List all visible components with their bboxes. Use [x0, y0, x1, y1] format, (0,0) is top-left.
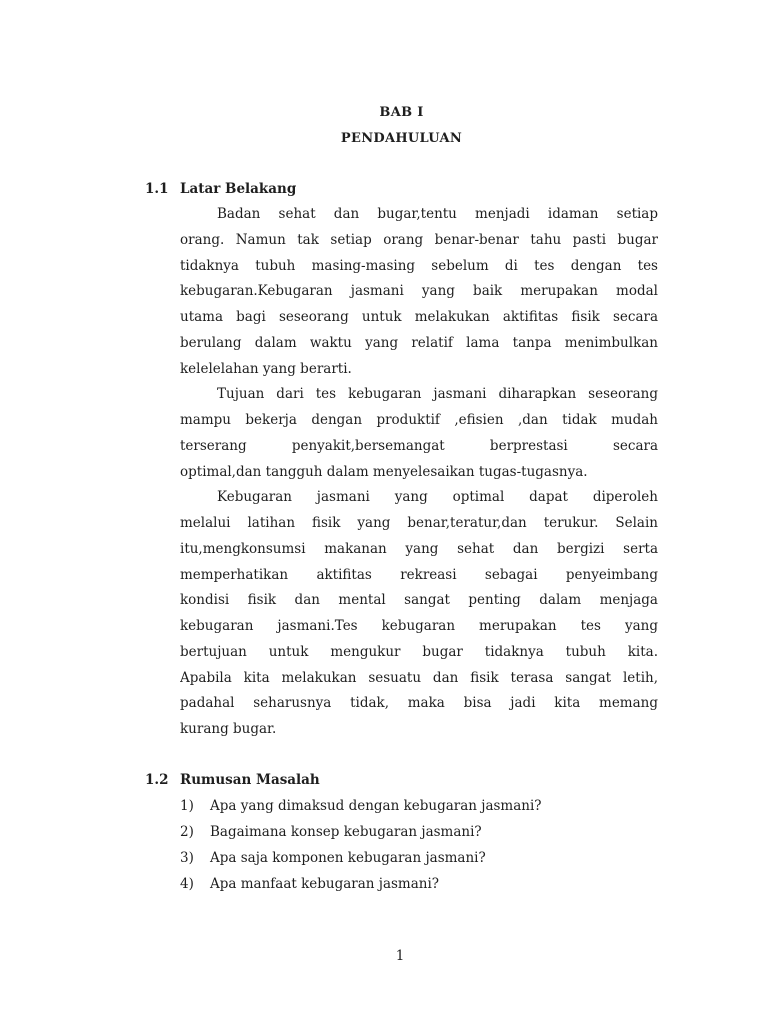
page-number: 1	[395, 948, 405, 964]
list-marker: 4)	[180, 876, 194, 892]
list-item	[180, 793, 658, 819]
paragraph-line: memperhatikan aktifitas rekreasi sebagai penyeimbang	[180, 566, 658, 583]
section-title: Latar Belakang	[180, 181, 297, 197]
paragraph-line: kebugaran.Kebugaran jasmani yang baik merupakan modal	[180, 283, 658, 300]
list-text: Apa manfaat kebugaran jasmani?	[210, 876, 440, 892]
section-number: 1.2	[145, 772, 169, 788]
list-marker: 3)	[180, 850, 194, 866]
question-list	[180, 793, 658, 897]
chapter-label: BAB I	[379, 105, 424, 120]
paragraph-line: utama bagi seseorang untuk melakukan aktifitas fisik secara	[180, 309, 658, 325]
paragraph-line: bertujuan untuk mengukur bugar tidaknya tubuh kita.	[180, 643, 658, 660]
paragraph-line: Kebugaran jasmani yang optimal dapat diperoleh	[217, 489, 658, 506]
paragraph-line: terserang penyakit,bersemangat berprestasi secara	[180, 437, 658, 454]
paragraph-line: kondisi fisik dan mental sangat penting dalam menjaga	[180, 592, 658, 609]
paragraph-line: kurang bugar.	[180, 721, 277, 737]
list-marker: 1)	[180, 798, 194, 814]
list-text: Bagaimana konsep kebugaran jasmani?	[210, 824, 482, 840]
section-number: 1.1	[145, 181, 169, 197]
chapter-title: PENDAHULUAN	[340, 131, 463, 146]
list-text: Apa yang dimaksud dengan kebugaran jasmani?	[210, 798, 542, 814]
paragraph-line: padahal seharusnya tidak, maka bisa jadi kita memang	[180, 695, 658, 712]
section-heading-rumusan-masalah	[145, 767, 658, 793]
list-item	[180, 845, 658, 871]
list-marker: 2)	[180, 824, 194, 840]
paragraph-line: kelelelahan yang berarti.	[180, 360, 352, 377]
section-title: Rumusan Masalah	[180, 772, 320, 788]
paragraph-line: kebugaran jasmani.Tes kebugaran merupakan tes yang	[180, 618, 658, 634]
paragraph-1	[180, 202, 658, 382]
paragraph-line: itu,mengkonsumsi makanan yang sehat dan bergizi serta	[180, 540, 658, 557]
paragraph-line: berulang dalam waktu yang relatif lama tanpa menimbulkan	[180, 334, 658, 351]
section-body-latar-belakang	[180, 202, 658, 743]
paragraph-line: melalui latihan fisik yang benar,teratur,dan terukur. Selain	[180, 515, 658, 531]
paragraph-line: Apabila kita melakukan sesuatu dan fisik terasa sangat letih,	[180, 669, 658, 686]
paragraph-line: optimal,dan tangguh dalam menyelesaikan tugas-tugasnya.	[180, 463, 588, 480]
paragraph-line: Tujuan dari tes kebugaran jasmani diharapkan seseorang	[217, 386, 658, 403]
list-item	[180, 819, 658, 845]
paragraph-2	[180, 382, 658, 485]
section-heading-latar-belakang	[145, 176, 658, 202]
paragraph-3	[180, 485, 658, 743]
paragraph-line: mampu bekerja dengan produktif ,efisien ,dan tidak mudah	[180, 412, 658, 428]
list-item	[180, 871, 658, 897]
paragraph-line: tidaknya tubuh masing-masing sebelum di tes dengan tes	[180, 257, 658, 274]
list-text: Apa saja komponen kebugaran jasmani?	[210, 850, 486, 866]
paragraph-line: orang. Namun tak setiap orang benar-benar tahu pasti bugar	[180, 231, 658, 248]
paragraph-line: Badan sehat dan bugar,tentu menjadi idaman setiap	[217, 206, 658, 222]
